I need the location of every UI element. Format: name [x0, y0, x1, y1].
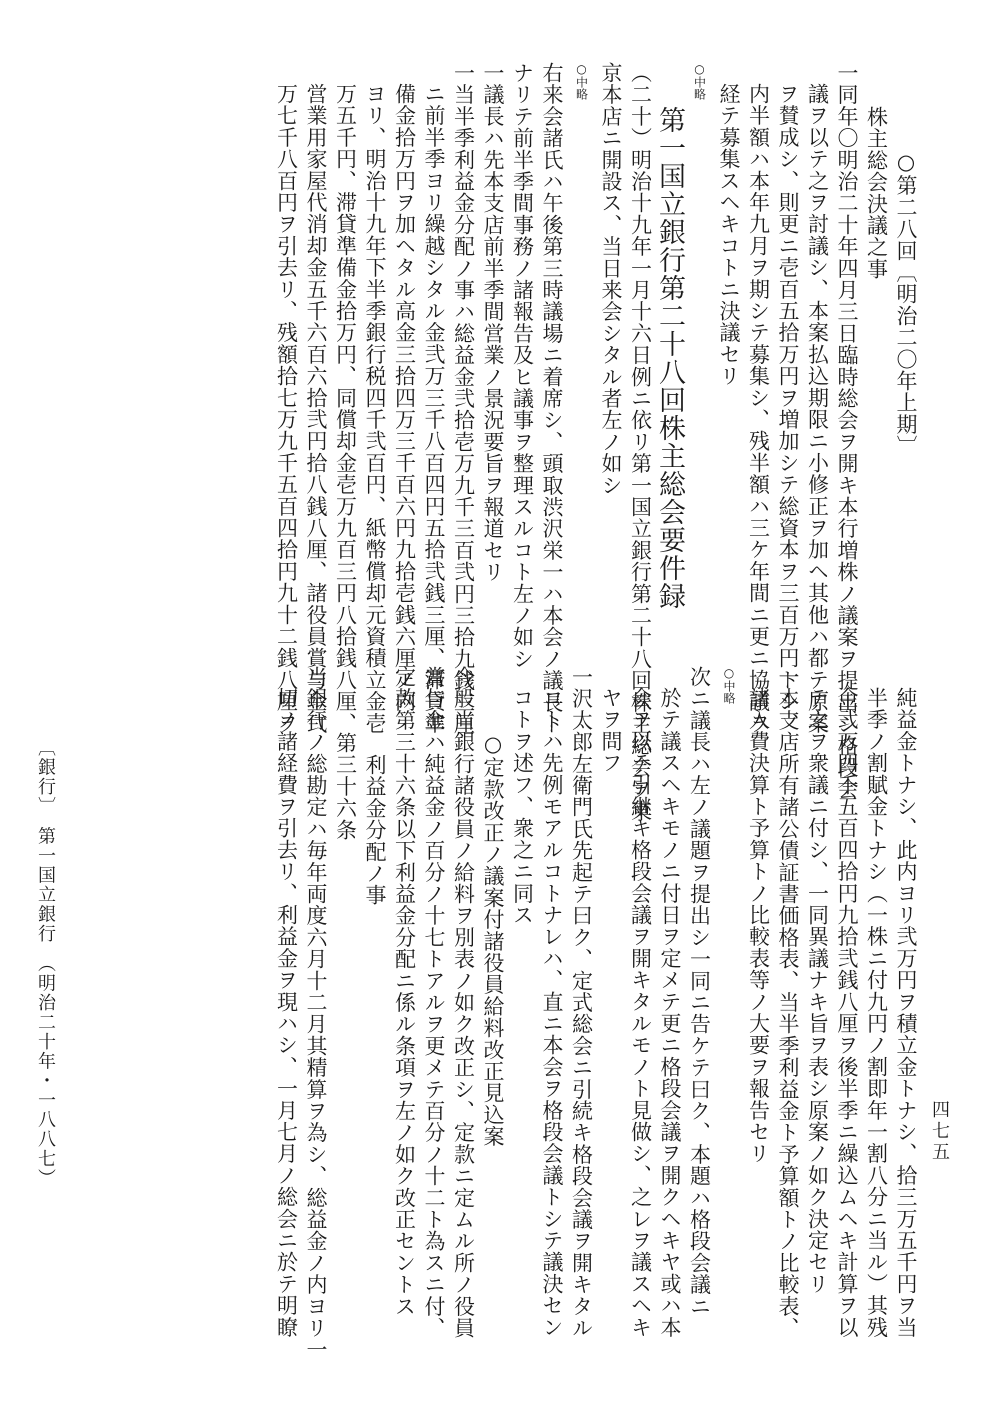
top-line-14: ナリテ前半季間事務ノ諸報告及ヒ議事ヲ整理スルコト左ノ如シ — [510, 62, 535, 670]
top-line-17: ニ前半季ヨリ繰越シタル金弐万三千八百四円五拾弐銭三厘、滞貸準 — [422, 83, 446, 734]
top-line-01: ○第二八回〔明治二〇年上期〕 — [894, 150, 918, 457]
bottom-line-01: 純益金トナシ、此内ヨリ弐万円ヲ積立金トナシ、拾三万五千円ヲ当 — [894, 687, 918, 1338]
footer-bank: 第一国立銀行 — [35, 826, 56, 944]
bottom-line-03: 金弐万四千五百四拾円九拾弐銭八厘ヲ後半季ニ繰込ムヘキ計算ヲ以 — [835, 687, 859, 1338]
bottom-line-18: 定款第三十六条以下利益金分配ニ係ル条項ヲ左ノ如ク改正セントス — [392, 666, 417, 1317]
bottom-line-13: コトハ先例モアルコトナレハ、直ニ本会ヲ格段会議トシテ議決セン — [540, 687, 564, 1338]
bottom-line-02: 半季ノ割賦金トナシ（一株ニ付九円ノ割即年一割八分ニ当ル）其残 — [864, 687, 889, 1338]
bottom-line-21: 当銀行ノ総勘定ハ毎年両度六月十二月其精算ヲ為シ、総益金ノ内ヨリ一 — [304, 666, 328, 1361]
top-line-15: 一議長ハ先本支店前半季間営業ノ景況要旨ヲ報道セリ — [481, 62, 505, 583]
bottom-line-22: 切ノ諸経費ヲ引去リ、利益金ヲ現ハシ、一月七月ノ総会ニ於テ明瞭 — [274, 687, 299, 1338]
top-line-20: 万五千円、滞貸準備金拾万円、同償却金壱万九百三円八拾銭八厘、 — [333, 83, 358, 734]
footer-section: 〔銀行〕 — [35, 738, 56, 807]
bottom-line-07-omission: ○中略 — [722, 666, 736, 704]
running-footer — [32, 738, 58, 1188]
bottom-line-08: 次ニ議長ハ左ノ議題ヲ提出シ一同ニ告ケテ曰ク、本題ハ格段会議ニ — [687, 666, 712, 1317]
bottom-line-14: コトヲ述フ、衆之ニ同ス — [510, 687, 535, 926]
top-line-21: 営業用家屋代消却金五千六百六拾弐円拾八銭八厘、諸役員賞与金弐 — [304, 83, 328, 734]
top-line-10: （二十）明治十九年一月十六日例ニ依リ第一国立銀行第二十八回株主総会ヲ東 — [628, 62, 653, 822]
top-line-08-omission: ○中略 — [692, 62, 707, 100]
page-number: 四七五 — [929, 1100, 950, 1163]
top-line-22: 万七千八百円ヲ引去リ、残額拾七万九千五百四拾円九十二銭八厘ヲ — [274, 83, 299, 734]
top-line-18: 備金拾万円ヲ加ヘタル高金三拾四万三千百六円九拾壱銭六厘ノ内 — [392, 83, 417, 713]
top-line-11: 京本店ニ開設ス、当日来会シタル者左ノ如シ — [599, 62, 623, 496]
bottom-line-10: 会ヲ以テ引継キ格段会議ヲ開キタルモノト見做シ、之レヲ議スヘキ — [628, 687, 653, 1338]
top-line-16: 一当半季利益金分配ノ事ハ総益金弐拾壱万九千三百弐円三拾九銭三厘 — [451, 62, 476, 735]
lower-text-block — [271, 666, 920, 1406]
footer-period: （明治二十年・一八八七） — [35, 963, 56, 1188]
top-line-04: 議ヲ以テ之ヲ討議シ、本案払込期限ニ小修正ヲ加ヘ其他ハ都テ原案 — [805, 83, 830, 734]
bottom-line-11: ヤヲ問フ — [599, 687, 623, 774]
bottom-line-06: 諸入費決算ト予算トノ比較表等ノ大要ヲ報告セリ — [746, 687, 771, 1165]
top-line-06: 内半額ハ本年九月ヲ期シテ募集シ、残半額ハ三ケ年間ニ更ニ協議ヲ — [746, 83, 771, 734]
bottom-line-04: テ之ヲ衆議ニ付シ、一同異議ナキ旨ヲ表シ原案ノ如ク決定セリ — [805, 687, 830, 1295]
top-line-19: ヨリ、明治十九年下半季銀行税四千弐百円、紙幣償却元資積立金壱 — [363, 83, 387, 734]
bottom-line-12: 一沢太郎左衛門氏先起テ曰ク、定式総会ニ引続キ格段会議ヲ開キタル — [569, 666, 594, 1339]
heading-shareholders-meeting-record: 第一国立銀行第二十八回株主総会要件録 — [654, 106, 685, 610]
bottom-line-20-article: 第三十六条 — [333, 732, 358, 841]
bottom-line-15-proposal-title: ○定款改正ノ議案付諸役員給料改正見込案 — [481, 732, 505, 1148]
bottom-line-05: 一本支店所有諸公債証書価格表、当半季利益金ト予算額トノ比較表、 — [776, 666, 800, 1339]
top-line-12-omission: ○中略 — [574, 62, 589, 100]
top-line-13: 右来会諸氏ハ午後第三時議場ニ着席シ、頭取渋沢栄一ハ本会ノ議長ト — [540, 62, 564, 735]
top-line-07: 経テ募集スヘキコトニ決議セリ — [717, 83, 741, 387]
bottom-line-19-subheading: 利益金分配ノ事 — [363, 754, 387, 906]
top-line-05: ヲ賛成シ、則更ニ壱百五拾万円ヲ増加シテ総資本ヲ三百万円トシ、 — [776, 83, 800, 734]
top-line-02: 株主総会決議之事 — [864, 106, 889, 280]
bottom-line-17: 賞与金ハ純益金ノ百分ノ十七トアルヲ更メテ百分ノ十二ト為スニ付、 — [422, 666, 446, 1339]
top-line-03: 一同年〇明治二十年四月三日臨時総会ヲ開キ本行増株ノ議案ヲ提出シ格段会 — [835, 62, 859, 800]
bottom-line-09: 於テ議スヘキモノニ付日ヲ定メテ更ニ格段会議ヲ開クヘキヤ或ハ本 — [658, 687, 682, 1338]
bottom-line-16: 今般当銀行諸役員ノ給料ヲ別表ノ如ク改正シ、定款ニ定ムル所ノ役員 — [451, 666, 476, 1339]
